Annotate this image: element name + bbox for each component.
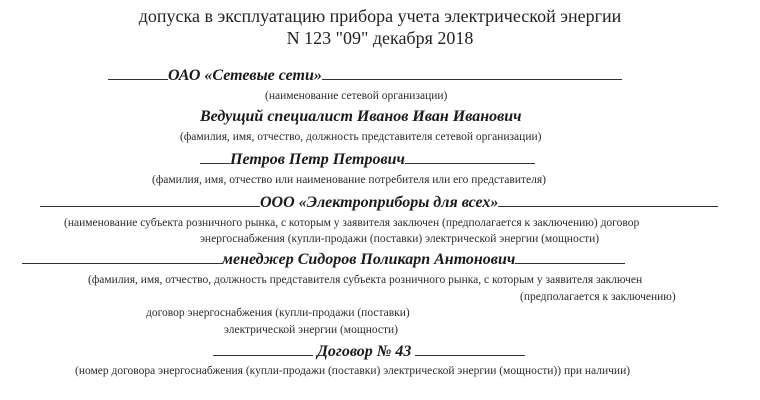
consumer-value: Петров Петр Петрович xyxy=(230,151,405,168)
network-rep-value: Ведущий специалист Иванов Иван Иванович xyxy=(200,108,522,125)
header-line-1: допуска в эксплуатацию прибора учета электрической энергии xyxy=(138,6,622,26)
underline xyxy=(200,150,230,164)
retail-rep-caption-1: (фамилия, имя, отчество, должность представителя субъекта розничного рынка, с которым у заявителя заключен xyxy=(88,274,643,286)
contract-value: Договор № 43 xyxy=(317,343,412,360)
contract-caption: (номер договора энергоснабжения (купли-продажи (поставки) электрической энергии (мощности)) при наличии) xyxy=(75,365,631,377)
underline xyxy=(108,66,168,80)
underline xyxy=(213,342,313,356)
underline xyxy=(498,193,718,207)
header-line-2: N 123 "09" декабря 2018 xyxy=(286,28,474,48)
retail-rep-caption-4: электрической энергии (мощности) xyxy=(224,324,398,336)
consumer-field xyxy=(200,150,535,169)
retail-rep-caption-2: (предполагается к заключению) xyxy=(520,291,676,303)
underline xyxy=(515,250,625,264)
underline xyxy=(22,250,222,264)
network-org-field xyxy=(108,66,622,85)
underline xyxy=(322,66,622,80)
retail-rep-value: менеджер Сидоров Поликарп Антонович xyxy=(222,251,516,268)
retail-entity-field xyxy=(40,193,718,212)
retail-rep-field xyxy=(22,250,625,269)
underline xyxy=(40,193,260,207)
underline xyxy=(405,150,535,164)
retail-entity-caption-1: (наименование субъекта розничного рынка, с которым у заявителя заключен (предполагается к заключению) договор xyxy=(64,217,640,229)
underline xyxy=(415,342,525,356)
consumer-caption: (фамилия, имя, отчество или наименование потребителя или его представителя) xyxy=(152,174,546,186)
retail-rep-caption-3: договор энергоснабжения (купли-продажи (поставки) xyxy=(146,307,410,319)
contract-field xyxy=(213,342,525,361)
network-org-value: ОАО «Сетевые сети» xyxy=(168,67,322,84)
network-org-caption: (наименование сетевой организации) xyxy=(265,90,448,102)
retail-entity-value: ООО «Электроприборы для всех» xyxy=(260,194,499,211)
network-rep-caption: (фамилия, имя, отчество, должность представителя сетевой организации) xyxy=(180,131,542,143)
retail-entity-caption-2: энергоснабжения (купли-продажи (поставки) электрической энергии (мощности) xyxy=(200,233,600,245)
